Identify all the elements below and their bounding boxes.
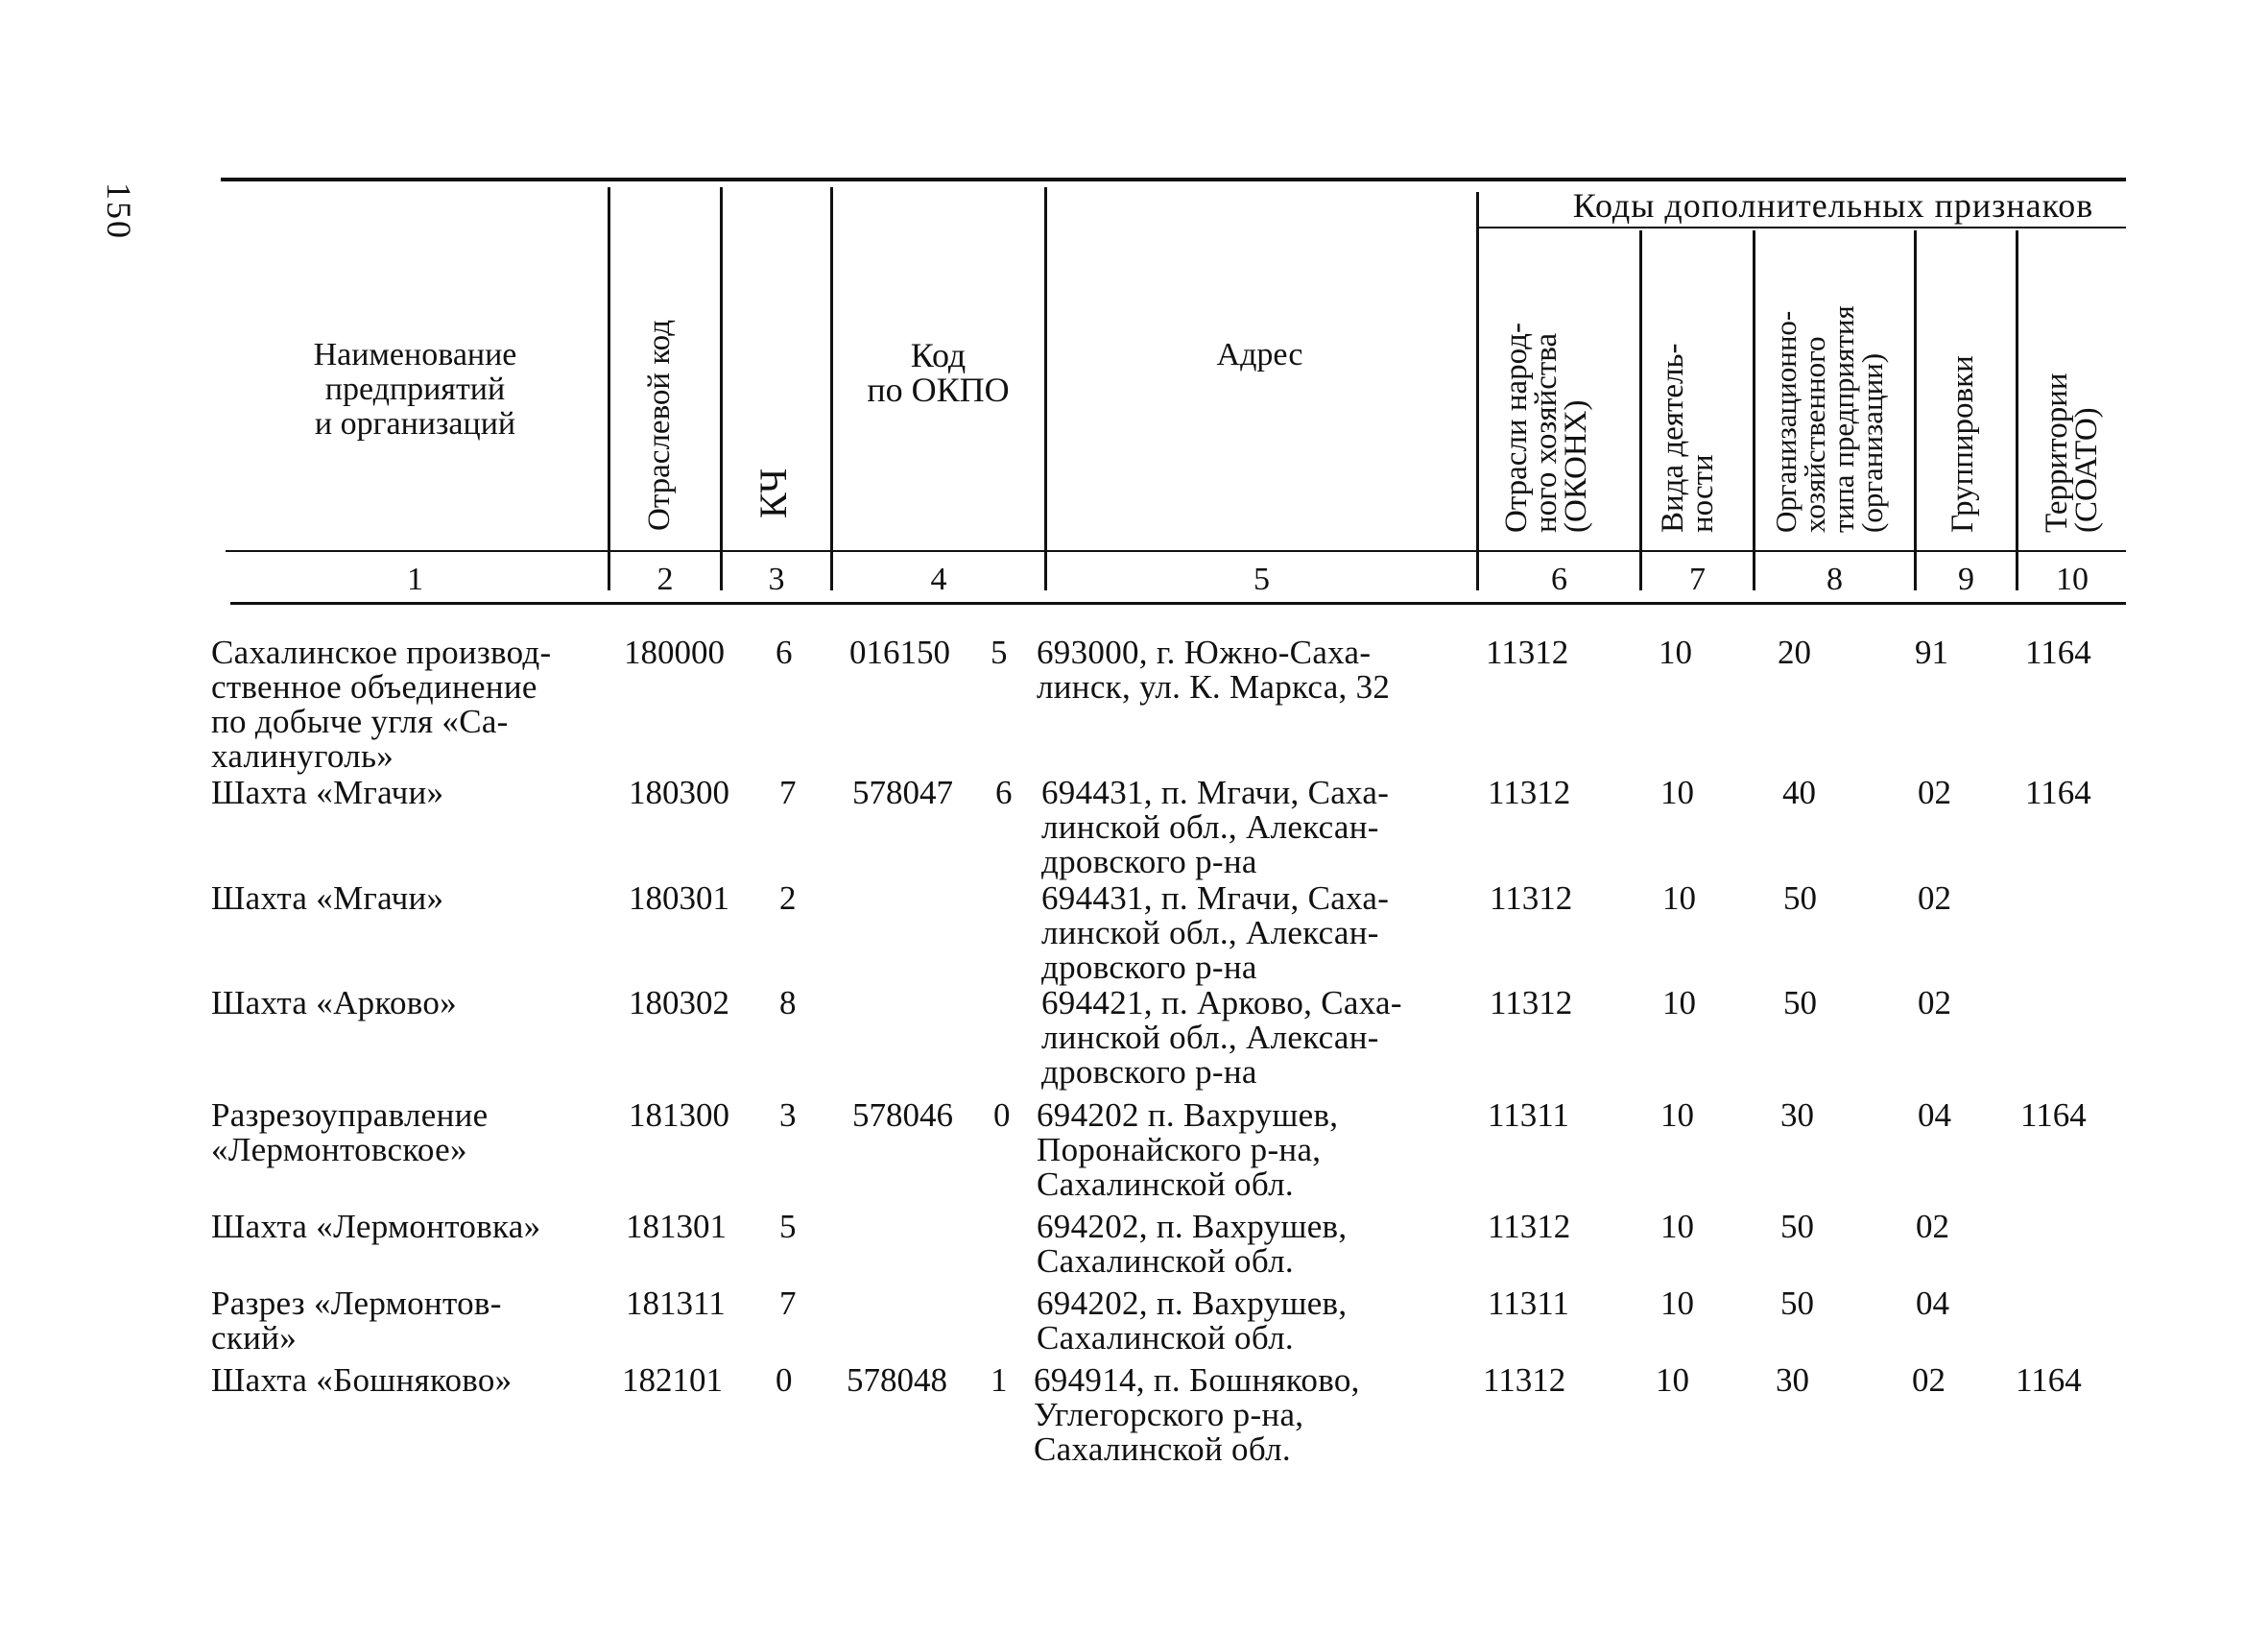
divider-1 (608, 187, 610, 590)
address: 694421, п. Арково, Саха- линской обл., Алексан- дровского р-на (1041, 984, 1402, 1091)
column-number-6: 6 (1551, 562, 1567, 597)
header-grouping: Группировки (1946, 355, 1980, 533)
header-okonh: Отрасли народ- ного хозяйства (ОКОНХ) (1499, 323, 1593, 533)
okpo-code: 578048 (847, 1361, 947, 1399)
column-number-9: 9 (1958, 562, 1974, 597)
org-type-code: 50 (1780, 1208, 1814, 1245)
okonh-code: 11311 (1488, 1096, 1569, 1134)
okpo-check: 5 (991, 634, 1008, 671)
org-type-code: 50 (1783, 879, 1817, 917)
activity-code: 10 (1662, 879, 1696, 917)
header-group-label: Коды дополнительных признаков (1572, 186, 2094, 225)
org-type-code: 50 (1780, 1285, 1814, 1322)
org-name: Разрезоуправление «Лермонтовское» (211, 1096, 489, 1168)
column-number-rule (230, 602, 2126, 605)
header-bottom-rule (226, 550, 2126, 552)
divider-8 (1914, 230, 1917, 590)
activity-code: 10 (1660, 1208, 1694, 1245)
divider-2 (720, 187, 723, 590)
activity-code: 10 (1662, 984, 1696, 1021)
okonh-code: 11311 (1488, 1285, 1569, 1322)
industry-code: 180300 (629, 774, 729, 811)
okpo-check: 0 (993, 1096, 1011, 1134)
grouping-code: 04 (1918, 1096, 1951, 1134)
grouping-code: 02 (1918, 774, 1951, 811)
grouping-code: 02 (1918, 984, 1951, 1021)
okpo-code: 578047 (852, 774, 953, 811)
industry-code: 182101 (622, 1361, 723, 1399)
header-kch: КЧ (752, 468, 795, 518)
divider-6 (1639, 230, 1642, 590)
okonh-code: 11312 (1488, 1208, 1571, 1245)
kch: 3 (779, 1096, 797, 1134)
kch: 8 (779, 984, 797, 1021)
kch: 2 (779, 879, 797, 917)
header-okpo: Код по ОКПО (867, 336, 1010, 409)
industry-code: 180301 (629, 879, 729, 917)
org-type-code: 40 (1782, 774, 1816, 811)
header-activity: Вида деятель- ности (1656, 343, 1720, 533)
address: 694202 п. Вахрушев, Поронайского р-на, Сахалинской обл. (1037, 1096, 1339, 1203)
top-rule (221, 178, 2126, 181)
soato-code: 1164 (2025, 774, 2091, 811)
divider-7 (1753, 230, 1755, 590)
divider-9 (2016, 230, 2018, 590)
org-type-code: 50 (1783, 984, 1817, 1021)
okonh-code: 11312 (1483, 1361, 1566, 1399)
address: 694202, п. Вахрушев, Сахалинской обл. (1037, 1208, 1348, 1280)
group-rule (1478, 227, 2126, 228)
okonh-code: 11312 (1488, 774, 1571, 811)
column-number-10: 10 (2056, 562, 2089, 597)
address: 694914, п. Бошняково, Углегорского р-на, Сахалинской обл. (1034, 1361, 1360, 1468)
okonh-code: 11312 (1490, 879, 1573, 917)
okonh-code: 11312 (1486, 634, 1569, 671)
header-soato: Территории (СОАТО) (2040, 372, 2104, 533)
okpo-code: 578046 (852, 1096, 953, 1134)
okpo-code: 016150 (849, 634, 950, 671)
okonh-code: 11312 (1490, 984, 1573, 1021)
column-number-8: 8 (1826, 562, 1843, 597)
kch: 7 (779, 1285, 797, 1322)
industry-code: 181300 (629, 1096, 729, 1134)
org-type-code: 20 (1778, 634, 1811, 671)
grouping-code: 91 (1915, 634, 1948, 671)
header-address: Адрес (1216, 337, 1303, 372)
kch: 5 (779, 1208, 797, 1245)
okpo-check: 1 (991, 1361, 1008, 1399)
industry-code: 181301 (626, 1208, 727, 1245)
divider-5 (1476, 192, 1479, 590)
activity-code: 10 (1660, 1096, 1694, 1134)
org-type-code: 30 (1780, 1096, 1814, 1134)
org-type-code: 30 (1776, 1361, 1809, 1399)
activity-code: 10 (1659, 634, 1692, 671)
divider-4 (1044, 187, 1047, 590)
column-number-3: 3 (768, 562, 785, 597)
column-number-1: 1 (407, 562, 423, 597)
org-name: Шахта «Арково» (211, 984, 457, 1021)
org-name: Шахта «Лермонтовка» (211, 1208, 541, 1245)
soato-code: 1164 (2020, 1096, 2087, 1134)
org-name: Разрез «Лермонтов- ский» (211, 1285, 502, 1357)
industry-code: 180000 (624, 634, 725, 671)
header-industry-code: Отраслевой код (642, 319, 677, 531)
org-name: Шахта «Мгачи» (211, 774, 444, 811)
address: 694431, п. Мгачи, Саха- линской обл., Алексан- дровского р-на (1041, 774, 1390, 880)
address: 694431, п. Мгачи, Саха- линской обл., Алексан- дровского р-на (1041, 879, 1390, 986)
header-org-type: Организационно- хозяйственного типа предприятия (организации) (1769, 305, 1889, 533)
org-name: Шахта «Мгачи» (211, 879, 444, 917)
grouping-code: 02 (1918, 879, 1951, 917)
grouping-code: 02 (1916, 1208, 1949, 1245)
column-number-4: 4 (930, 562, 947, 597)
kch: 0 (776, 1361, 793, 1399)
okpo-check: 6 (995, 774, 1013, 811)
org-name: Шахта «Бошняково» (211, 1361, 513, 1399)
industry-code: 181311 (626, 1285, 726, 1322)
org-name: Сахалинское производ- ственное объединение по добыче угля «Са- халинуголь» (211, 634, 552, 775)
column-number-2: 2 (657, 562, 674, 597)
kch: 7 (779, 774, 797, 811)
industry-code: 180302 (629, 984, 729, 1021)
column-number-7: 7 (1689, 562, 1706, 597)
activity-code: 10 (1660, 1285, 1694, 1322)
header-name: Наименование предприятий и организаций (313, 337, 517, 442)
kch: 6 (776, 634, 793, 671)
grouping-code: 04 (1916, 1285, 1949, 1322)
page-number: 150 (100, 182, 138, 240)
address: 694202, п. Вахрушев, Сахалинской обл. (1037, 1285, 1348, 1357)
soato-code: 1164 (2025, 634, 2091, 671)
grouping-code: 02 (1912, 1361, 1946, 1399)
column-number-5: 5 (1253, 562, 1270, 597)
divider-3 (830, 187, 833, 590)
soato-code: 1164 (2016, 1361, 2082, 1399)
activity-code: 10 (1656, 1361, 1689, 1399)
activity-code: 10 (1660, 774, 1694, 811)
address: 693000, г. Южно-Саха- линск, ул. К. Маркса, 32 (1037, 634, 1391, 706)
